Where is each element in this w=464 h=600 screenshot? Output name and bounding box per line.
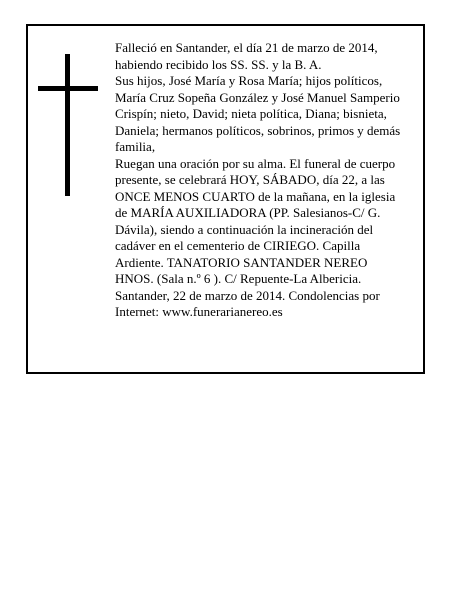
obituary-line: presente, se celebrará HOY, SÁBADO, día 22, a las: [115, 172, 385, 187]
obituary-line: Sus hijos, José María y Rosa María; hijos políticos,: [115, 73, 383, 88]
obituary-line: habiendo recibido los SS. SS. y la B. A.: [115, 56, 322, 72]
obituary-line: Santander, 22 de marzo de 2014. Condolencias por: [115, 287, 380, 303]
obituary-line: ONCE MENOS CUARTO de la mañana, en la iglesia: [115, 188, 396, 204]
obituary-text: [115, 40, 415, 321]
cross-horizontal-bar: [38, 86, 98, 91]
obituary-notice: [26, 24, 425, 374]
obituary-line: de MARÍA AUXILIADORA (PP. Salesianos-C/ G.: [115, 205, 381, 220]
obituary-line: Dávila), siendo a continuación la incineración del: [115, 221, 374, 237]
obituary-line: Ardiente. TANATORIO SANTANDER NEREO: [115, 254, 368, 270]
obituary-line: Internet: www.funerarianereo.es: [115, 304, 283, 319]
obituary-line: cadáver en el cementerio de CIRIEGO. Capilla: [115, 238, 361, 253]
obituary-line: Daniela; hermanos políticos, sobrinos, primos y demás: [115, 122, 401, 138]
obituary-line: familia,: [115, 139, 156, 154]
cross-vertical-bar: [65, 54, 70, 196]
obituary-line: María Cruz Sopeña González y José Manuel Samperio: [115, 89, 400, 105]
obituary-line: Ruegan una oración por su alma. El funeral de cuerpo: [115, 155, 396, 171]
cross-icon: [38, 54, 98, 196]
obituary-line: Falleció en Santander, el día 21 de marzo de 2014,: [115, 40, 378, 55]
obituary-line: HNOS. (Sala n.º 6 ). C/ Repuente-La Albericia.: [115, 271, 362, 286]
obituary-line: Crispín; nieto, David; nieta política, Diana; bisnieta,: [115, 106, 387, 121]
